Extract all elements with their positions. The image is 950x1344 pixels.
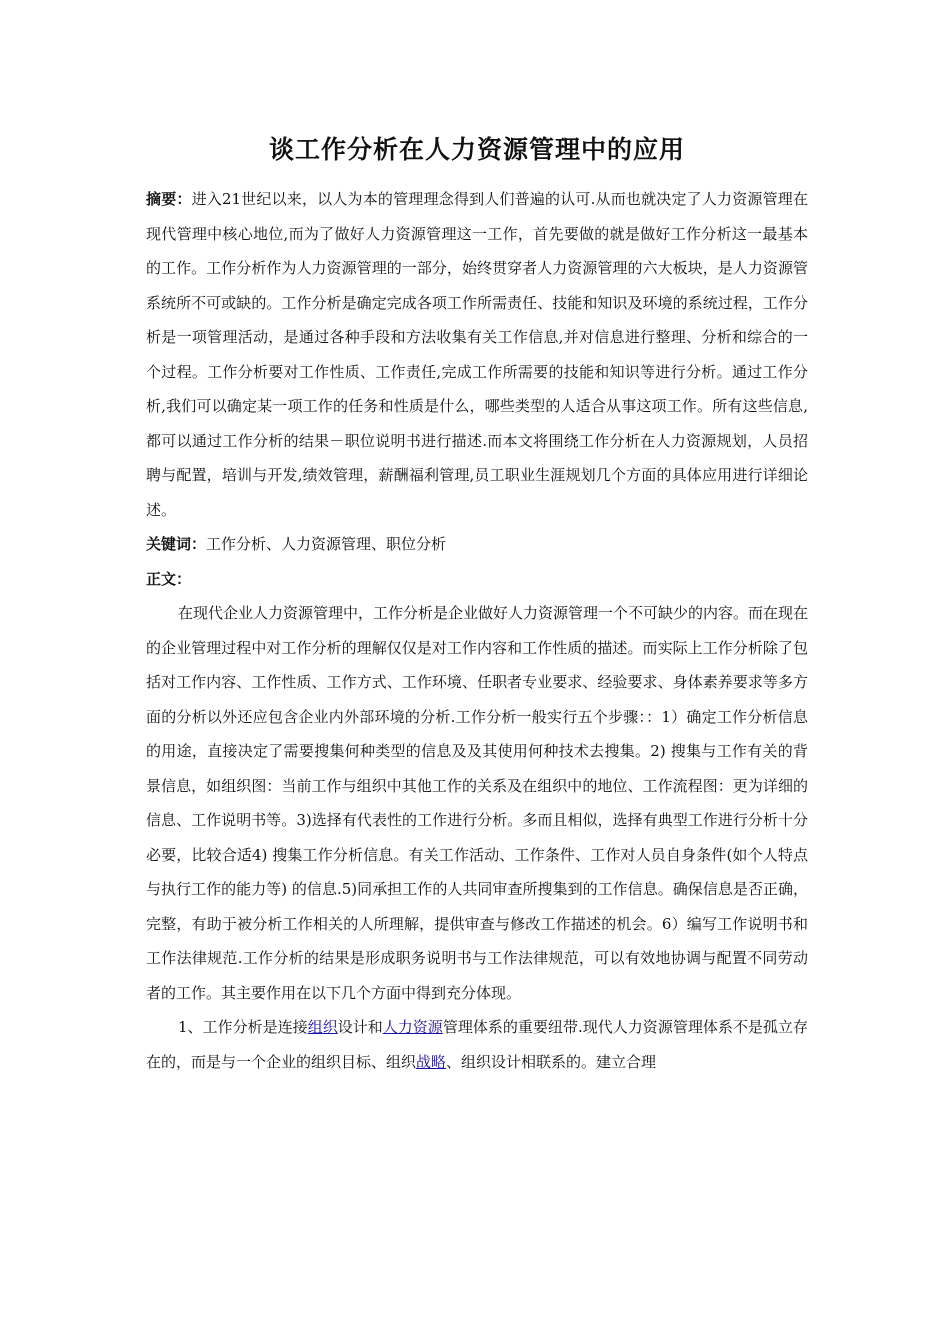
link-human-resources[interactable]: 人力资源 bbox=[382, 1018, 443, 1036]
document-page bbox=[146, 130, 808, 1079]
abstract-label: 摘要： bbox=[146, 190, 192, 208]
paragraph-2-text-c: 管理体系的重要纽带.现代人力资源管理体系不是孤立存在的，而是与一个企业的组织目标、组织 bbox=[146, 1018, 808, 1071]
body-label: 正文： bbox=[146, 569, 192, 588]
body-heading-paragraph bbox=[146, 562, 808, 597]
abstract-paragraph bbox=[146, 182, 808, 527]
paragraph-2-text-a: 1、工作分析是连接 bbox=[178, 1018, 308, 1036]
link-strategy[interactable]: 战略 bbox=[416, 1052, 447, 1071]
abstract-text: 进入21世纪以来，以人为本的管理理念得到人们普遍的认可.从而也就决定了人力资源管理在现代管理中核心地位,而为了做好人力资源管理这一工作，首先要做的就是做好工作分析这一最基本的工作。工作分析作为人力资源管理的一部分，始终贯穿者人力资源管理的六大板块，是人力资源管系统所不可或缺的。工作分析是确定完成各项工作所需责任、技能和知识及环境的系统过程，工作分析是一项管理活动，是通过各种手段和方法收集有关工作信息,并对信息进行整理、分析和综合的一个过程。工作分析要对工作性质、工作责任,完成工作所需要的技能和知识等进行分析。通过工作分析,我们可以确定某一项工作的任务和性质是什么，哪些类型的人适合从事这项工作。所有这些信息,都可以通过工作分析的结果－职位说明书进行描述.而本文将围绕工作分析在人力资源规划，人员招聘与配置，培训与开发,绩效管理，薪酬福利管理,员工职业生涯规划几个方面的具体应用进行详细论述。 bbox=[146, 190, 808, 519]
paragraph-2-text-d: 、组织设计相联系的。建立合理 bbox=[446, 1052, 657, 1071]
keywords-text: 工作分析、人力资源管理、职位分析 bbox=[206, 535, 447, 553]
body-paragraph-2 bbox=[146, 1010, 808, 1079]
keywords-label: 关键词： bbox=[146, 535, 207, 553]
link-organization[interactable]: 组织 bbox=[307, 1018, 338, 1036]
paragraph-2-text-b: 设计和 bbox=[337, 1018, 383, 1036]
document-title: 谈工作分析在人力资源管理中的应用 bbox=[268, 135, 685, 164]
body-paragraph-1: 在现代企业人力资源管理中，工作分析是企业做好人力资源管理一个不可缺少的内容。而在现在的企业管理过程中对工作分析的理解仅仅是对工作内容和工作性质的描述。而实际上工作分析除了包括对工作内容、工作性质、工作方式、工作环境、任职者专业要求、经验要求、身体素养要求等多方面的分析以外还应包含企业内外部环境的分析.工作分析一般实行五个步骤：：1）确定工作分析信息的用途，直接决定了需要搜集何种类型的信息及及其使用何种技术去搜集。2) 搜集与工作有关的背景信息，如组织图：当前工作与组织中其他工作的关系及在组织中的地位、工作流程图：更为详细的信息、工作说明书等。3)选择有代表性的工作进行分析。多而且相似，选择有典型工作进行分析十分必要，比较合适4) 搜集工作分析信息。有关工作活动、工作条件、工作对人员自身条件(如个人特点与执行工作的能力等) 的信息.5)同承担工作的人共同审查所搜集到的工作信息。确保信息是否正确，完整，有助于被分析工作相关的人所理解，提供审查与修改工作描述的机会。6）编写工作说明书和工作法律规范.工作分析的结果是形成职务说明书与工作法律规范，可以有效地协调与配置不同劳动者的工作。其主要作用在以下几个方面中得到充分体现。 bbox=[146, 604, 809, 1002]
keywords-paragraph bbox=[146, 527, 808, 562]
